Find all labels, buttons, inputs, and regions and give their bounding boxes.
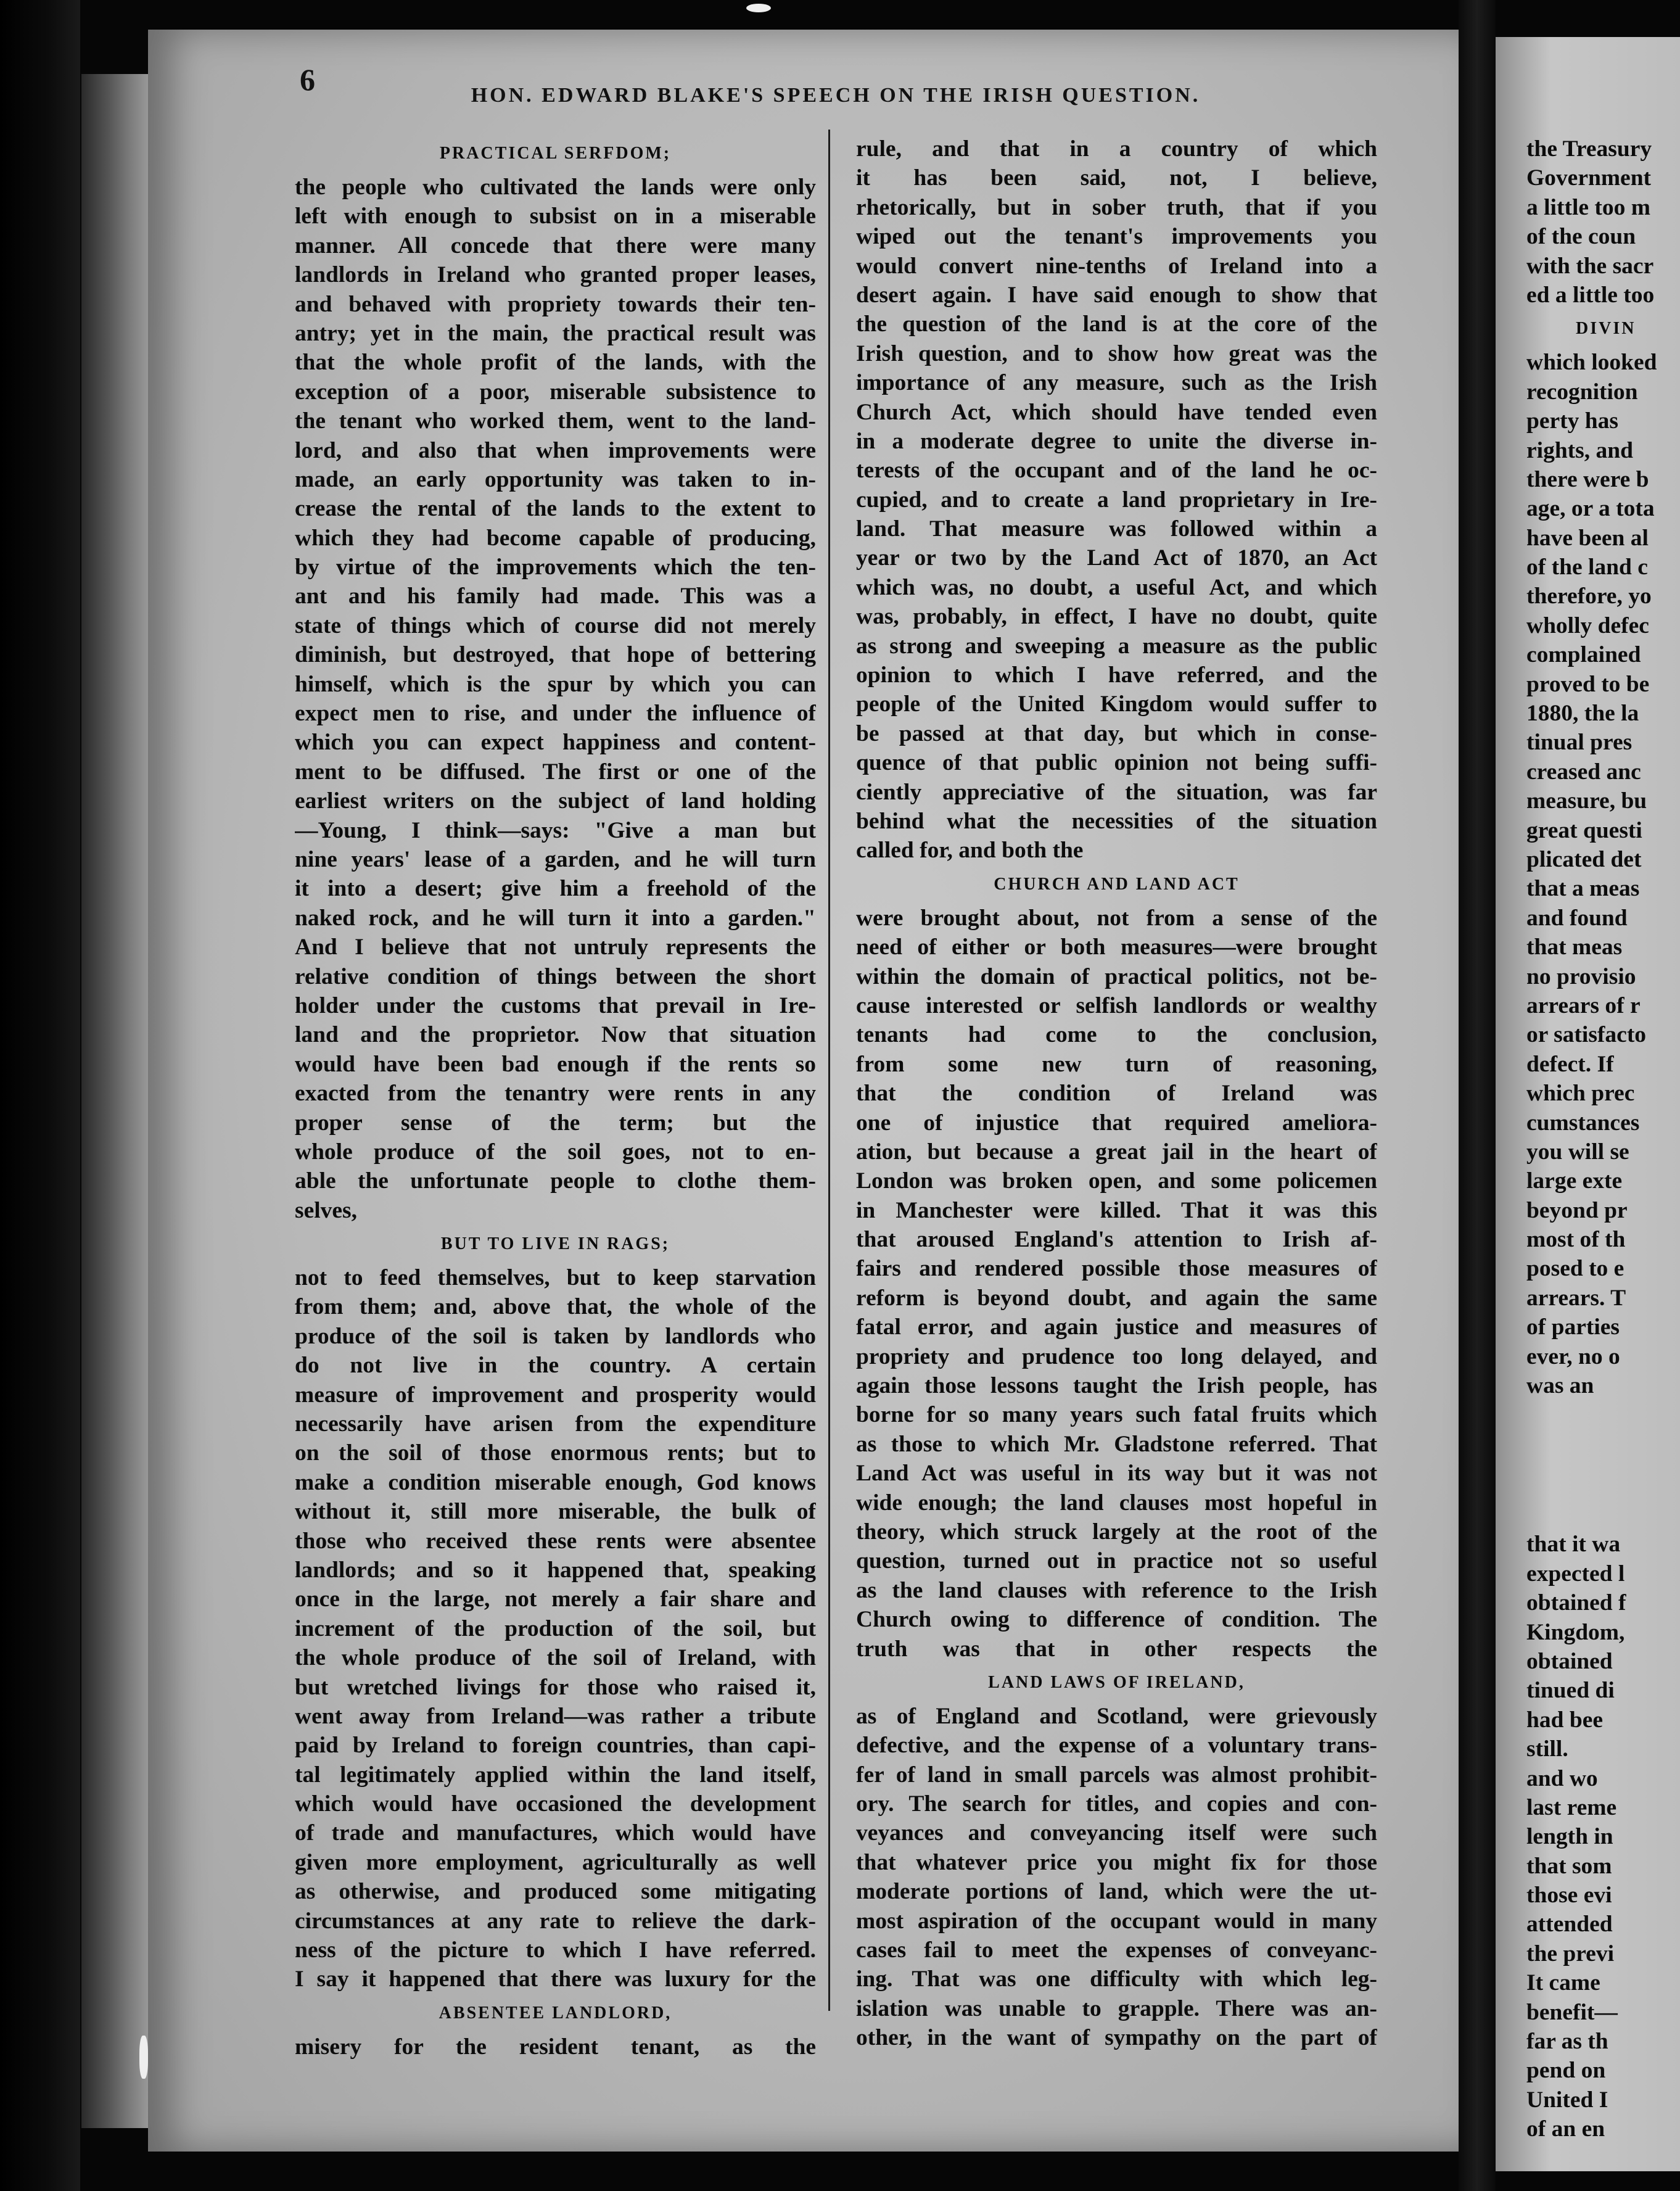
text-line: selves, bbox=[295, 1197, 358, 1223]
text-line: that som bbox=[1526, 1853, 1612, 1879]
text-line: 1880, the la bbox=[1526, 701, 1639, 727]
text-line: on the soil of those enormous rents; but to bbox=[295, 1440, 816, 1466]
text-line: which you can expect happiness and content- bbox=[295, 730, 816, 756]
text-line: moderate portions of land, which were the ut- bbox=[856, 1879, 1377, 1905]
text-line: those who received these rents were absentee bbox=[295, 1528, 816, 1554]
text-line: as those to which Mr. Gladstone referred. That bbox=[856, 1431, 1377, 1457]
text-line: propriety and prudence too long delayed, and bbox=[856, 1343, 1377, 1369]
text-line: once in the large, not merely a fair share and bbox=[295, 1587, 816, 1612]
text-line: tinued di bbox=[1526, 1678, 1615, 1704]
text-line: was, probably, in effect, I have no doubt, quite bbox=[856, 604, 1377, 630]
text-line: would convert nine-tenths of Ireland into a bbox=[856, 253, 1377, 279]
text-line: the tenant who worked them, went to the land- bbox=[295, 408, 816, 434]
text-line: cumstances bbox=[1526, 1110, 1640, 1136]
text-line: United I bbox=[1526, 2087, 1608, 2113]
text-line: himself, which is the spur by which you can bbox=[295, 671, 816, 697]
text-line: rule, and that in a country of which bbox=[856, 136, 1377, 162]
text-line: terests of the occupant and of the land he oc- bbox=[856, 458, 1377, 484]
text-line: question, turned out in practice not so useful bbox=[856, 1548, 1377, 1574]
text-line: quence of that public opinion not being suffi- bbox=[856, 750, 1377, 776]
text-line: borne for so many years such fatal fruits which bbox=[856, 1402, 1377, 1428]
text-line: land and the proprietor. Now that situation bbox=[295, 1022, 816, 1048]
text-line: increment of the production of the soil, but bbox=[295, 1615, 816, 1641]
text-line: benefit— bbox=[1526, 1999, 1618, 2025]
text-line: therefore, yo bbox=[1526, 584, 1652, 609]
paragraph-block bbox=[295, 2032, 816, 2061]
text-line: make a condition miserable enough, God knows bbox=[295, 1469, 816, 1495]
text-line: which prec bbox=[1526, 1081, 1635, 1107]
text-line: tenants had come to the conclusion, bbox=[856, 1022, 1377, 1048]
text-line: Land Act was useful in its way but it was not bbox=[856, 1461, 1377, 1487]
text-line: left with enough to subsist on in a miserable bbox=[295, 204, 816, 229]
text-line: ory. The search for titles, and copies and con- bbox=[856, 1791, 1377, 1817]
text-line: —Young, I think—says: "Give a man but bbox=[295, 817, 816, 843]
text-line: And I believe that not untruly represents the bbox=[295, 935, 816, 960]
text-line: islation was unable to grapple. There was an- bbox=[856, 1995, 1377, 2021]
text-line: Kingdom, bbox=[1526, 1619, 1625, 1645]
text-line: cause interested or selfish landlords or wealthy bbox=[856, 992, 1377, 1018]
text-line: diminish, but destroyed, that hope of bettering bbox=[295, 642, 816, 668]
text-line: one of injustice that required ameliora- bbox=[856, 1110, 1377, 1136]
text-line: fairs and rendered possible those measures of bbox=[856, 1256, 1377, 1282]
text-line: obtained f bbox=[1526, 1590, 1626, 1616]
text-line: expected l bbox=[1526, 1561, 1625, 1587]
text-line: you will se bbox=[1526, 1139, 1629, 1165]
right-column bbox=[856, 134, 1377, 2053]
text-line: landlords; and so it happened that, speaking bbox=[295, 1557, 816, 1583]
text-line: year or two by the Land Act of 1870, an Act bbox=[856, 545, 1377, 571]
text-line: other, in the want of sympathy on the part of bbox=[856, 2025, 1377, 2051]
text-line: Irish question, and to show how great was the bbox=[856, 340, 1377, 366]
text-line: manner. All concede that there were many bbox=[295, 233, 816, 258]
paragraph-block bbox=[295, 1263, 816, 1994]
text-line: which looked bbox=[1526, 350, 1657, 376]
text-line: ing. That was one difficulty with which leg- bbox=[856, 1966, 1377, 1992]
text-line: cases fail to meet the expenses of conveyanc- bbox=[856, 1937, 1377, 1963]
text-line: of an en bbox=[1526, 2116, 1605, 2142]
text-line: reform is beyond doubt, and again the same bbox=[856, 1285, 1377, 1311]
text-line: relative condition of things between the short bbox=[295, 963, 816, 989]
text-line: naked rock, and he will turn it into a garden." bbox=[295, 905, 816, 931]
text-line: exception of a poor, miserable subsistence to bbox=[295, 379, 816, 405]
left-column bbox=[295, 134, 816, 2061]
paragraph-block bbox=[856, 134, 1377, 865]
text-line: state of things which of course did not merely bbox=[295, 613, 816, 638]
text-line: exacted from the tenantry were rents in any bbox=[295, 1081, 816, 1107]
section-heading: DIVIN bbox=[1576, 319, 1636, 339]
text-line: as the land clauses with reference to the Irish bbox=[856, 1577, 1377, 1603]
text-line: as of England and Scotland, were grievously bbox=[856, 1703, 1377, 1729]
text-line: the question of the land is at the core of the bbox=[856, 312, 1377, 337]
text-line: length in bbox=[1526, 1824, 1613, 1850]
text-line: given more employment, agriculturally as well bbox=[295, 1849, 816, 1875]
text-line: wide enough; the land clauses most hopeful in bbox=[856, 1490, 1377, 1516]
text-line: most of th bbox=[1526, 1227, 1626, 1253]
book-spine bbox=[81, 74, 149, 2128]
section-heading: ABSENTEE LANDLORD, bbox=[439, 2003, 672, 2023]
column-rule bbox=[828, 130, 830, 2011]
text-line: as strong and sweeping a measure as the public bbox=[856, 633, 1377, 659]
text-line: importance of any measure, such as the Irish bbox=[856, 370, 1377, 396]
text-line: defective, and the expense of a voluntary trans- bbox=[856, 1733, 1377, 1759]
text-line: plicated det bbox=[1526, 846, 1642, 872]
scan-border bbox=[0, 0, 80, 2191]
text-line: arrears of r bbox=[1526, 992, 1641, 1018]
text-line: no provisio bbox=[1526, 963, 1636, 989]
text-line: expect men to rise, and under the influence of bbox=[295, 701, 816, 727]
text-line: last reme bbox=[1526, 1794, 1617, 1820]
text-line: that meas bbox=[1526, 935, 1623, 960]
text-line: complained bbox=[1526, 642, 1641, 668]
text-line: most aspiration of the occupant would in many bbox=[856, 1908, 1377, 1934]
running-head: HON. EDWARD BLAKE'S SPEECH ON THE IRISH QUESTION. bbox=[471, 84, 1201, 107]
text-line: circumstances at any rate to relieve the dark- bbox=[295, 1908, 816, 1934]
text-line: and behaved with propriety towards their ten- bbox=[295, 291, 816, 317]
text-line: the people who cultivated the lands were only bbox=[295, 175, 816, 200]
text-line: in Manchester were killed. That it was this bbox=[856, 1197, 1377, 1223]
text-line: holder under the customs that prevail in Ire- bbox=[295, 992, 816, 1018]
text-line: of trade and manufactures, which would have bbox=[295, 1820, 816, 1846]
text-line: ever, no o bbox=[1526, 1343, 1620, 1369]
blank-gap bbox=[1526, 1400, 1680, 1530]
text-line: by virtue of the improvements which the ten- bbox=[295, 555, 816, 580]
text-line: with the sacr bbox=[1526, 253, 1654, 279]
text-line: able the unfortunate people to clothe them- bbox=[295, 1168, 816, 1194]
text-line: It came bbox=[1526, 1970, 1600, 1996]
text-line: ciently appreciative of the situation, was far bbox=[856, 779, 1377, 805]
text-line: ness of the picture to which I have referred. bbox=[295, 1937, 816, 1963]
text-line: and wo bbox=[1526, 1765, 1598, 1791]
text-line: need of either or both measures—were brought bbox=[856, 935, 1377, 960]
text-line: which would have occasioned the development bbox=[295, 1791, 816, 1817]
text-line: cupied, and to create a land proprietary in Ire- bbox=[856, 487, 1377, 513]
text-line: that aroused England's attention to Irish af- bbox=[856, 1227, 1377, 1253]
text-line: whole produce of the soil goes, not to en- bbox=[295, 1139, 816, 1165]
text-line: Government bbox=[1526, 165, 1652, 191]
text-line: which they had become capable of producing, bbox=[295, 525, 816, 551]
text-line: called for, and both the bbox=[856, 838, 1084, 864]
text-line: antry; yet in the main, the practical result was bbox=[295, 320, 816, 346]
text-line: lord, and also that when improvements were bbox=[295, 437, 816, 463]
text-line: had bee bbox=[1526, 1707, 1603, 1733]
text-line: age, or a tota bbox=[1526, 496, 1655, 522]
text-line: tinual pres bbox=[1526, 730, 1633, 756]
text-line: fatal error, and again justice and measures of bbox=[856, 1314, 1377, 1340]
text-line: without it, still more miserable, the bulk of bbox=[295, 1499, 816, 1525]
text-line: measure of improvement and prosperity would bbox=[295, 1382, 816, 1408]
paragraph-block bbox=[295, 173, 816, 1225]
text-line: far as th bbox=[1526, 2029, 1608, 2055]
text-line: opinion to which I have referred, and the bbox=[856, 662, 1377, 688]
text-line: earliest writers on the subject of land holding bbox=[295, 788, 816, 814]
text-line: of the coun bbox=[1526, 224, 1636, 250]
text-line: land. That measure was followed within a bbox=[856, 516, 1377, 542]
text-line: landlords in Ireland who granted proper leases, bbox=[295, 262, 816, 288]
section-heading: BUT TO LIVE IN RAGS; bbox=[440, 1234, 670, 1254]
text-line: from them; and, above that, the whole of the bbox=[295, 1294, 816, 1320]
text-line: of the land c bbox=[1526, 555, 1648, 580]
text-line: fer of land in small parcels was almost prohibit- bbox=[856, 1762, 1377, 1788]
text-line: that the condition of Ireland was bbox=[856, 1081, 1377, 1107]
text-line: great questi bbox=[1526, 817, 1642, 843]
text-line: from some new turn of reasoning, bbox=[856, 1051, 1377, 1077]
text-line: was an bbox=[1526, 1373, 1594, 1399]
scan-artifact bbox=[139, 2036, 148, 2079]
text-line: still. bbox=[1526, 1736, 1568, 1762]
text-line: ation, but because a great jail in the heart of bbox=[856, 1139, 1377, 1165]
text-line: people of the United Kingdom would suffer to bbox=[856, 691, 1377, 717]
text-line: that whatever price you might fix for those bbox=[856, 1849, 1377, 1875]
text-line: ment to be diffused. The first or one of the bbox=[295, 759, 816, 785]
text-line: the Treasury bbox=[1526, 136, 1652, 162]
text-line: made, an early opportunity was taken to in- bbox=[295, 466, 816, 492]
text-line: in a moderate degree to unite the diverse in- bbox=[856, 428, 1377, 454]
text-line: truth was that in other respects the bbox=[856, 1636, 1377, 1662]
text-line: wholly defec bbox=[1526, 613, 1649, 638]
text-line: beyond pr bbox=[1526, 1197, 1628, 1223]
text-line: I say it happened that there was luxury for the bbox=[295, 1966, 816, 1992]
text-line: be passed at that day, but which in conse- bbox=[856, 720, 1377, 746]
text-line: large exte bbox=[1526, 1168, 1623, 1194]
text-line: ant and his family had made. This was a bbox=[295, 584, 816, 609]
paragraph-block bbox=[856, 1702, 1377, 2053]
text-line: again those lessons taught the Irish people, has bbox=[856, 1373, 1377, 1399]
text-line: do not live in the country. A certain bbox=[295, 1353, 816, 1379]
text-line: not to feed themselves, but to keep starvation bbox=[295, 1265, 816, 1291]
text-line: that a meas bbox=[1526, 876, 1640, 902]
section-heading: CHURCH AND LAND ACT bbox=[994, 874, 1240, 894]
text-line: veyances and conveyancing itself were such bbox=[856, 1820, 1377, 1846]
text-line: were brought about, not from a sense of the bbox=[856, 905, 1377, 931]
text-line: it into a desert; give him a freehold of the bbox=[295, 876, 816, 902]
text-line: went away from Ireland—was rather a tribute bbox=[295, 1703, 816, 1729]
text-line: defect. If bbox=[1526, 1051, 1614, 1077]
text-line: misery for the resident tenant, as the bbox=[295, 2034, 816, 2060]
text-line: a little too m bbox=[1526, 194, 1650, 220]
text-line: would have been bad enough if the rents so bbox=[295, 1051, 816, 1077]
text-line: pend on bbox=[1526, 2058, 1606, 2084]
text-line: ed a little too bbox=[1526, 282, 1655, 308]
text-line: tal legitimately applied within the land itself, bbox=[295, 1762, 816, 1788]
text-line: proper sense of the term; but the bbox=[295, 1110, 816, 1136]
text-line: arrears. T bbox=[1526, 1285, 1626, 1311]
text-line: creased anc bbox=[1526, 759, 1641, 785]
page-number: 6 bbox=[300, 62, 315, 97]
text-line: theory, which struck largely at the root of the bbox=[856, 1519, 1377, 1545]
text-line: that it wa bbox=[1526, 1532, 1621, 1558]
text-line: but wretched livings for those who raised it, bbox=[295, 1674, 816, 1700]
text-line: Church owing to difference of condition. The bbox=[856, 1607, 1377, 1633]
text-line: perty has bbox=[1526, 408, 1618, 434]
text-line: nine years' lease of a garden, and he will turn bbox=[295, 846, 816, 872]
text-line: attended bbox=[1526, 1912, 1613, 1937]
section-heading: PRACTICAL SERFDOM; bbox=[439, 144, 672, 163]
text-line: measure, bu bbox=[1526, 788, 1647, 814]
text-line: desert again. I have said enough to show that bbox=[856, 282, 1377, 308]
paragraph-block bbox=[1526, 134, 1680, 310]
text-line: those evi bbox=[1526, 1883, 1612, 1908]
text-line: Church Act, which should have tended even bbox=[856, 399, 1377, 425]
text-line: paid by Ireland to foreign countries, than capi- bbox=[295, 1733, 816, 1759]
text-line: there were b bbox=[1526, 466, 1649, 492]
paragraph-block bbox=[1526, 1530, 1680, 2144]
text-line: or satisfacto bbox=[1526, 1022, 1647, 1048]
text-line: within the domain of practical politics, not be- bbox=[856, 963, 1377, 989]
text-line: London was broken open, and some policemen bbox=[856, 1168, 1377, 1194]
text-line: it has been said, not, I believe, bbox=[856, 165, 1377, 191]
text-line: produce of the soil is taken by landlords who bbox=[295, 1323, 816, 1349]
text-line: have been al bbox=[1526, 525, 1649, 551]
paragraph-block bbox=[856, 904, 1377, 1664]
text-line: obtained bbox=[1526, 1648, 1613, 1674]
text-line: behind what the necessities of the situation bbox=[856, 808, 1377, 834]
text-line: necessarily have arisen from the expenditure bbox=[295, 1411, 816, 1437]
text-line: rights, and bbox=[1526, 437, 1633, 463]
text-line: recognition bbox=[1526, 379, 1638, 405]
section-heading: LAND LAWS OF IRELAND, bbox=[988, 1672, 1245, 1692]
text-line: the whole produce of the soil of Ireland, with bbox=[295, 1645, 816, 1671]
text-line: as otherwise, and produced some mitigating bbox=[295, 1879, 816, 1905]
text-line: crease the rental of the lands to the extent to bbox=[295, 496, 816, 522]
text-line: wiped out the tenant's improvements you bbox=[856, 224, 1377, 250]
text-line: rhetorically, but in sober truth, that if you bbox=[856, 194, 1377, 220]
page-gutter bbox=[1459, 0, 1496, 2191]
scan-artifact bbox=[746, 4, 771, 12]
text-line: that the whole profit of the lands, with the bbox=[295, 350, 816, 376]
text-line: posed to e bbox=[1526, 1256, 1624, 1282]
text-line: the previ bbox=[1526, 1941, 1614, 1966]
text-line: of parties bbox=[1526, 1314, 1620, 1340]
text-line: which was, no doubt, a useful Act, and which bbox=[856, 574, 1377, 600]
facing-page-text bbox=[1526, 134, 1680, 2144]
text-line: proved to be bbox=[1526, 671, 1650, 697]
paragraph-block bbox=[1526, 348, 1680, 1400]
text-line: and found bbox=[1526, 905, 1628, 931]
